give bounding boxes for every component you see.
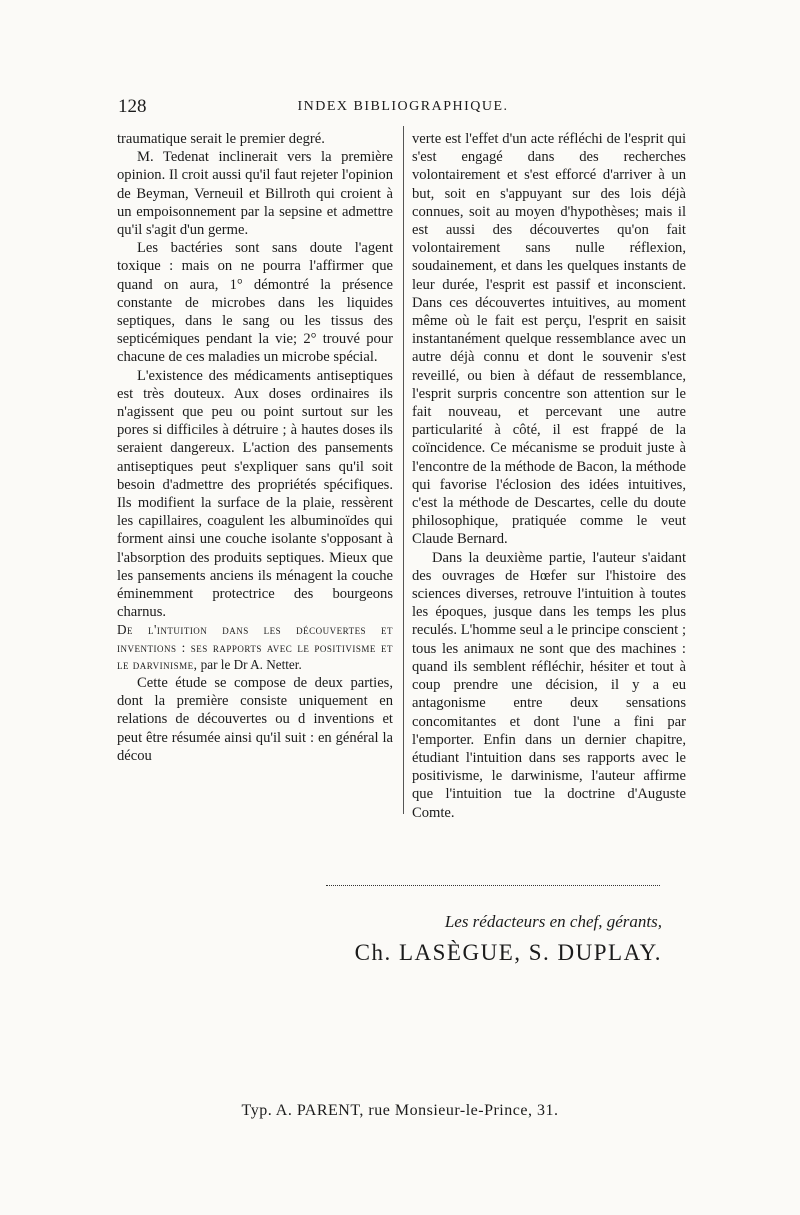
article-heading (117, 621, 393, 674)
paragraph: verte est l'effet d'un acte réfléchi de l'esprit qui s'est engagé dans des recherches volontairement et s'est efforcé d'arriver à un but, soit en s'appuyant sur des lois déjà connues, soit au moyen d'hypothèses; mais il est aussi des découvertes qu'on fait volontairement sans nulle réflexion, soudainement, et dans les quelques instants de leur durée, l'esprit est passif et inconscient. Dans ces découvertes intuitives, au moment même où le fait est perçu, l'esprit en saisit instantanément quelque ressemblance avec un autre déjà connu et dont le souvenir s'est reveillé, ou bien à défaut de ressemblance, l'esprit surpris concentre son attention sur le fait nouveau, et percevant une autre particularité à côté, il est frappé de la coïncidence. Ce mécanisme se produit juste à l'encontre de la méthode de Bacon, la méthode qui favorise l'éclosion des idées intuitives, c'est la méthode de Descartes, celle du doute philosophique, pratiquée comme le veut Claude Bernard. (412, 131, 686, 548)
left-column (117, 130, 393, 765)
editors-label: Les rédacteurs en chef, gérants, (444, 912, 662, 931)
article-title: De l'intuition dans les découvertes et inventions : ses rapports avec le positivisme et le darvinisme, (117, 622, 393, 673)
separator-line (326, 885, 660, 886)
paragraph: Les bactéries sont sans doute l'agent toxique : mais on ne pourra l'affirmer que quand on aura, 1° démontré la présence constante de microbes dans les liquides septiques, dans le sang ou les tissus des septicémiques pendant la vie; 2° trouvé pour chacune de ces maladies un microbe spécial. (117, 240, 393, 366)
paragraph: L'existence des médicaments antiseptiques est très douteux. Aux doses ordinaires ils n'agissent que peu ou point surtout sur les pores si difficiles à détruire ; à hautes doses ils seraient dangereux. L'action des pansements antiseptiques peut s'expliquer sans qu'il soit besoin d'admettre des propriétés spécifiques. Ils modifient la surface de la plaie, ressèrent les capillaires, coagulent les albuminoïdes qui forment ainsi une couche isolante s'opposant à l'absorption des produits septiques. Mieux que les pansements anciens ils ménagent la couche éminemment protectrice des bourgeons charnus. (117, 367, 393, 621)
paragraph: Dans la deuxième partie, l'auteur s'aidant des ouvrages de Hœfer sur l'histoire des sciences diverses, retrouve l'intuition à toutes les époques, jusque dans les temps les plus reculés. L'homme seul a le principe conscient ; tous les animaux ne sont que des machines : quand ils semblent réfléchir, hésiter et tout à coup prendre une décision, il y a eu antagonisme entre deux sensations concomitantes et dont l'une a fini par l'emporter. Enfin dans un dernier chapitre, étudiant l'intuition dans ses rapports avec le positivisme, le darwinisme, l'auteur affirme que l'intuition tue la doctrine d'Auguste Comte. (412, 549, 686, 821)
running-head: INDEX BIBLIOGRAPHIQUE. (297, 99, 509, 114)
page-header (118, 96, 688, 122)
printer-imprint: Typ. A. PARENT, rue Monsieur-le-Prince, 31. (241, 1102, 559, 1119)
article-author: par le Dr A. Netter. (200, 657, 302, 673)
right-column (412, 130, 686, 822)
paragraph: traumatique serait le premier degré. (117, 131, 325, 147)
paragraph: M. Tedenat inclinerait vers la première opinion. Il croit aussi qu'il faut rejeter l'opinion de Beyman, Verneuil et Billroth qui croient à un empoisonnement par la sepsine et admettre qu'il s'agit d'un germe. (117, 149, 393, 239)
editors-names: Ch. LASÈGUE, S. DUPLAY. (354, 940, 662, 965)
paragraph: Cette étude se compose de deux parties, dont la première consiste uniquement en relations de découvertes ou d inventions et peut être résumée ainsi qu'il suit : en général la décou (117, 674, 393, 764)
column-divider (403, 126, 404, 814)
page-number: 128 (118, 96, 147, 117)
